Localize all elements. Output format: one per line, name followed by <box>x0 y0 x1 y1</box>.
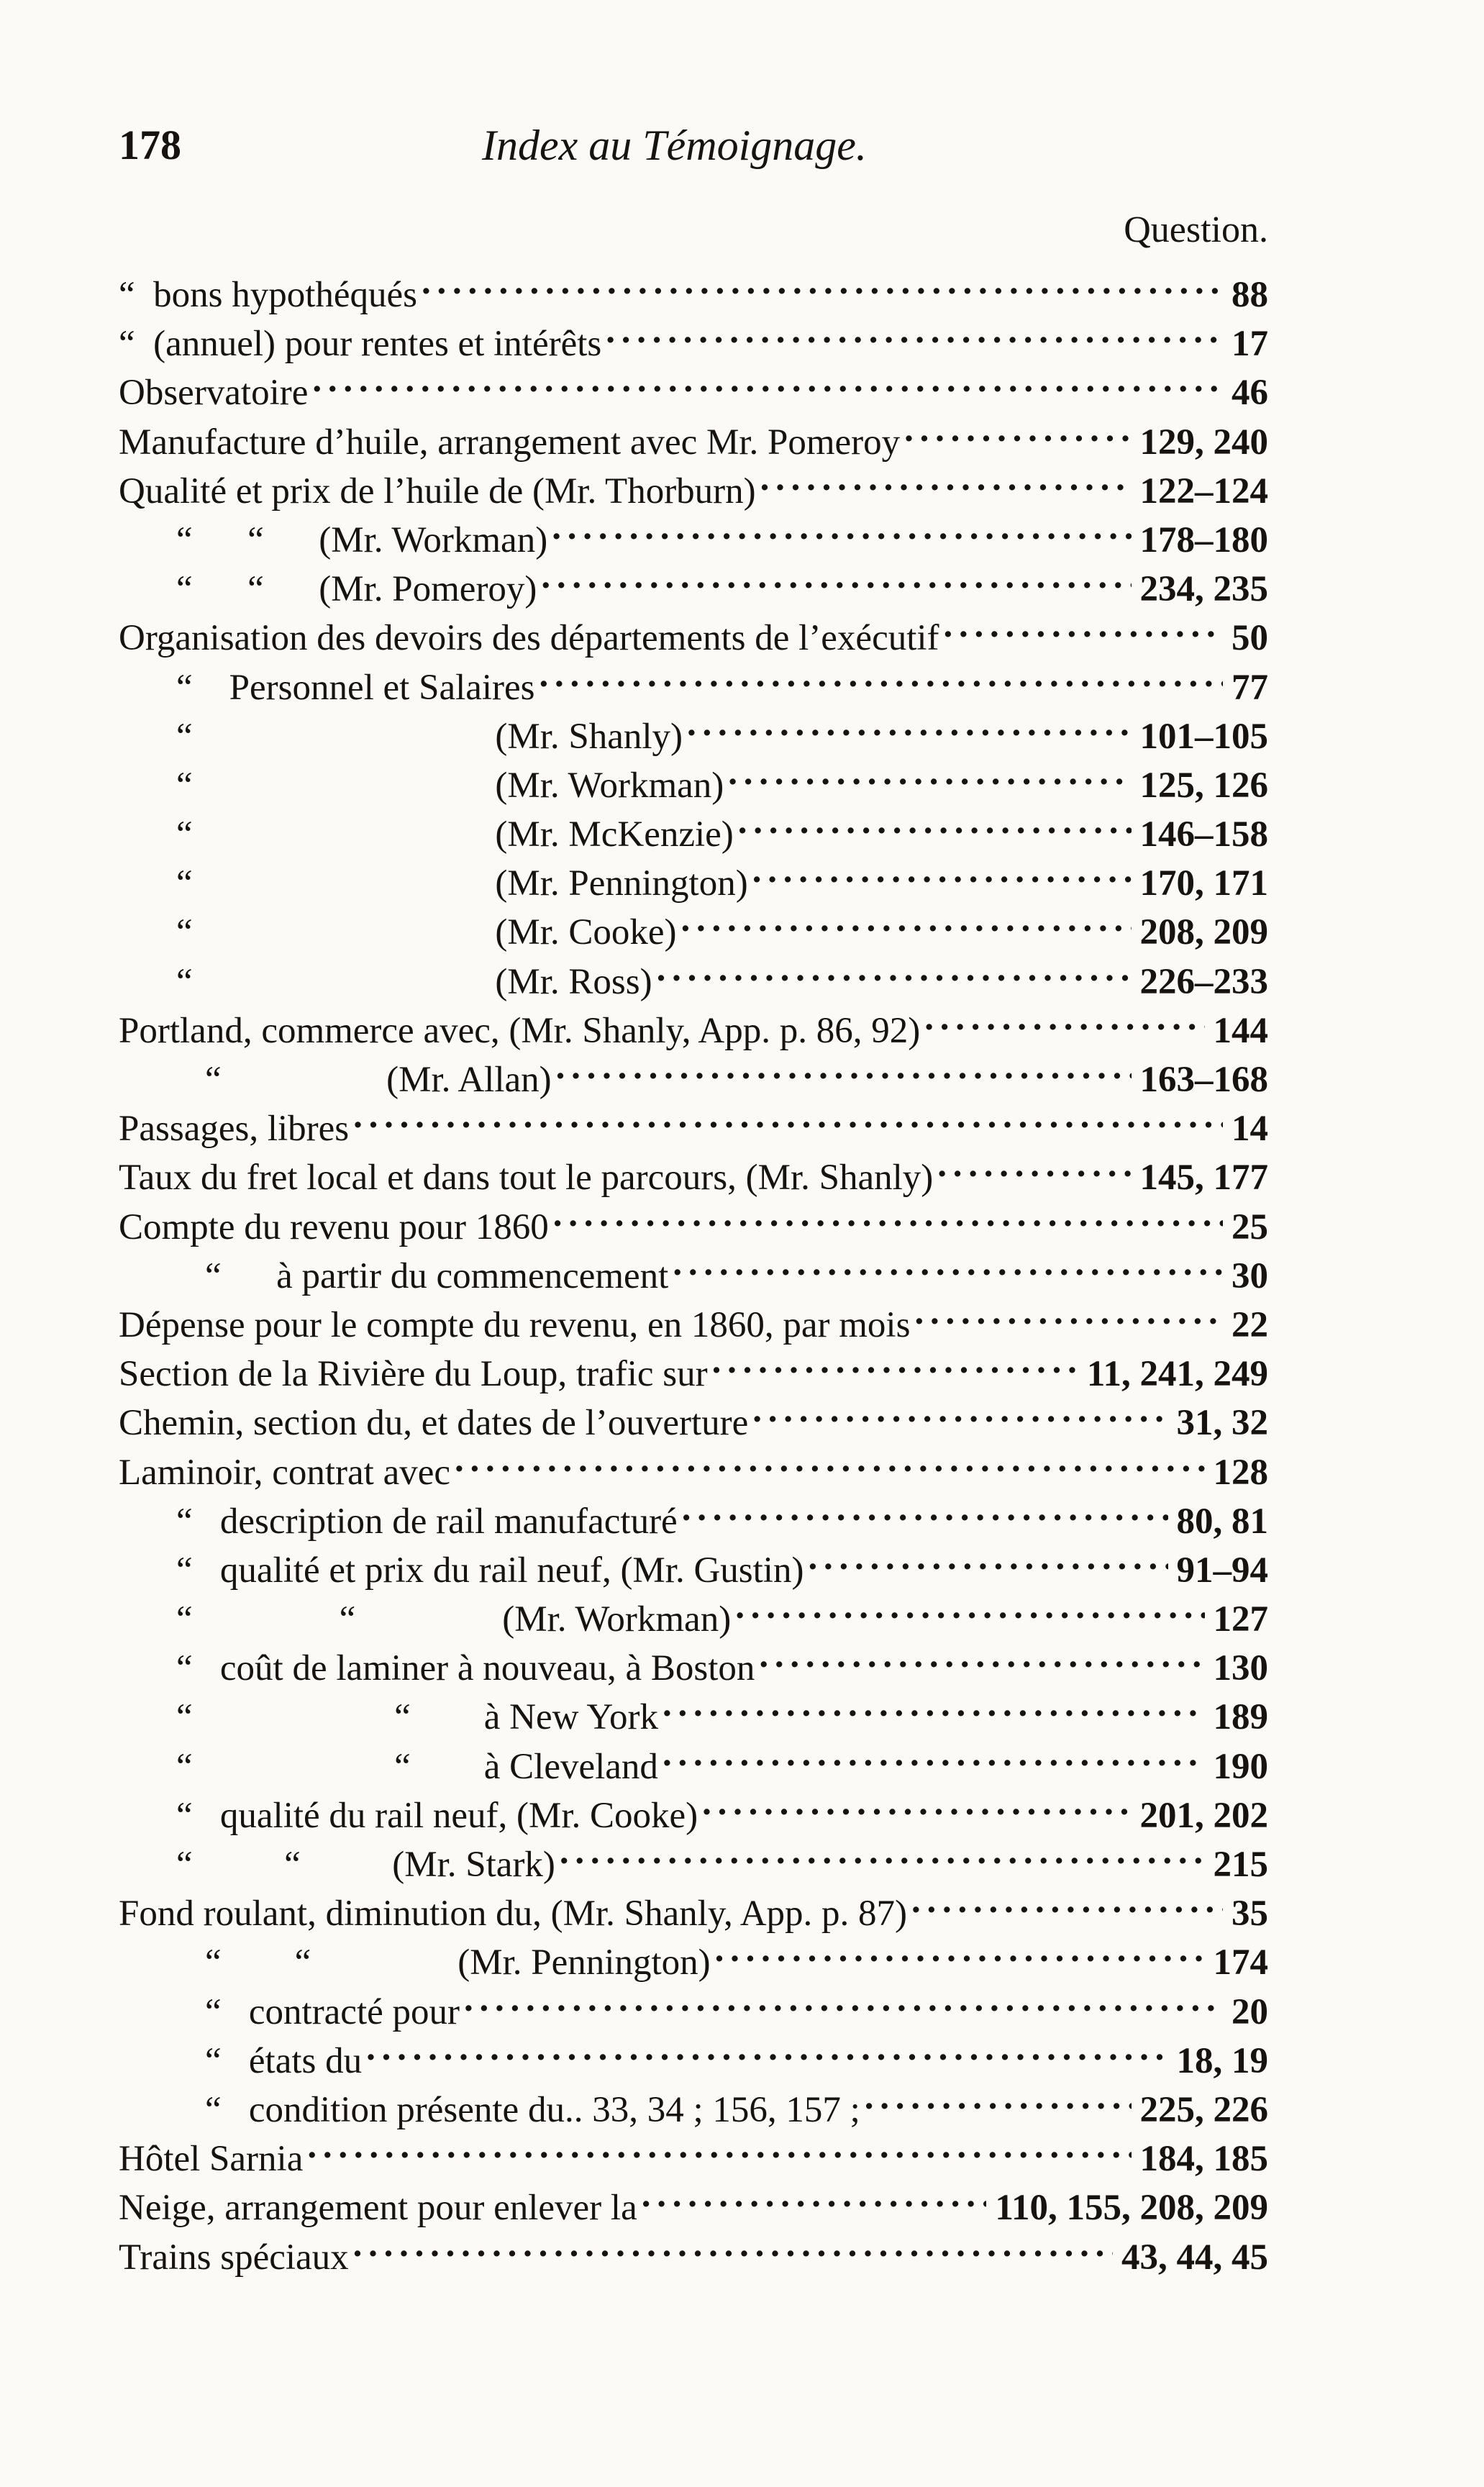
index-entry-text: “ (Mr. Cooke) <box>176 912 677 953</box>
index-entry-text: “ “ (Mr. Pennington) <box>205 1942 711 1983</box>
dot-leader <box>307 2122 1131 2170</box>
dot-leader <box>366 2024 1167 2073</box>
index-entry <box>119 1582 1268 1640</box>
dot-leader <box>540 650 1223 699</box>
index-entry-text: “ (annuel) pour rentes et intérêts <box>119 324 602 365</box>
index-entry-refs: 174 <box>1213 1942 1268 1983</box>
index-entry-refs: 208, 209 <box>1139 912 1268 953</box>
dot-leader <box>681 895 1132 944</box>
index-entry <box>119 306 1268 365</box>
index-entry-text: Observatoire <box>119 373 309 414</box>
index-entry <box>119 454 1268 512</box>
index-entry-refs: 125, 126 <box>1139 765 1268 806</box>
dot-leader <box>682 1484 1168 1533</box>
index-entry-refs: 17 <box>1232 324 1268 365</box>
index-entry-refs: 77 <box>1232 667 1268 708</box>
index-entry-refs: 146–158 <box>1139 814 1268 855</box>
index-entry <box>119 1729 1268 1787</box>
index-entry-refs: 145, 177 <box>1139 1158 1268 1199</box>
index-entry-text: “ (Mr. Ross) <box>176 961 652 1002</box>
dot-leader <box>914 1288 1223 1337</box>
index-entry-refs: 129, 240 <box>1139 422 1268 463</box>
index-entry <box>119 1778 1268 1836</box>
index-entry <box>119 1827 1268 1885</box>
dot-leader <box>924 994 1204 1042</box>
index-entry-text: Manufacture d’huile, arrangement avec Mr. Pomeroy <box>119 422 901 463</box>
index-entry <box>119 2122 1268 2180</box>
dot-leader <box>715 1925 1205 1974</box>
index-entry <box>119 1091 1268 1150</box>
dot-leader <box>353 1091 1223 1140</box>
index-list <box>119 258 1268 2278</box>
dot-leader <box>422 258 1223 306</box>
dot-leader <box>556 1042 1132 1091</box>
index-entry <box>119 797 1268 855</box>
index-entry-text: Passages, libres <box>119 1109 350 1150</box>
index-entry-text: “ “ (Mr. Workman) <box>176 519 548 560</box>
running-title: Index au Témoignage. <box>482 122 867 169</box>
index-entry-refs: 43, 44, 45 <box>1121 2237 1268 2278</box>
dot-leader <box>464 1975 1223 2024</box>
dot-leader <box>606 306 1223 355</box>
index-entry-refs: 35 <box>1232 1893 1268 1934</box>
index-entry-text: “ “ à New York <box>176 1697 659 1738</box>
dot-leader <box>455 1435 1205 1484</box>
dot-leader <box>312 355 1223 404</box>
index-entry-text: “ à partir du commencement <box>205 1255 669 1296</box>
index-entry <box>119 2170 1268 2229</box>
index-entry <box>119 1042 1268 1100</box>
index-entry-refs: 189 <box>1213 1697 1268 1738</box>
index-entry-refs: 170, 171 <box>1139 863 1268 904</box>
index-entry-refs: 184, 185 <box>1139 2139 1268 2180</box>
index-entry-text: Portland, commerce avec, (Mr. Shanly, App. p. 86, 92) <box>119 1010 921 1051</box>
dot-leader <box>728 748 1131 797</box>
dot-leader <box>944 601 1223 650</box>
dot-leader <box>553 1190 1223 1239</box>
index-entry-refs: 91–94 <box>1176 1550 1268 1591</box>
index-entry <box>119 552 1268 610</box>
index-entry <box>119 503 1268 560</box>
page-header <box>119 121 1262 186</box>
dot-leader <box>911 1876 1223 1925</box>
index-entry <box>119 1975 1268 2032</box>
index-entry-text: “ qualité du rail neuf, (Mr. Cooke) <box>176 1795 698 1836</box>
index-entry <box>119 895 1268 953</box>
index-entry-text: “ états du <box>205 2040 363 2081</box>
index-entry-refs: 101–105 <box>1139 716 1268 757</box>
index-entry-refs: 22 <box>1232 1304 1268 1345</box>
index-entry-refs: 144 <box>1213 1010 1268 1051</box>
index-entry-text: “ description de rail manufacturé <box>176 1501 678 1542</box>
dot-leader <box>657 945 1132 994</box>
index-entry-text: Laminoir, contrat avec <box>119 1452 450 1493</box>
index-entry <box>119 1288 1268 1345</box>
index-entry-text: “ bons hypothéqués <box>119 275 418 315</box>
index-entry <box>119 846 1268 904</box>
index-entry-text: “ coût de laminer à nouveau, à Boston <box>176 1648 755 1689</box>
index-entry-text: Chemin, section du, et dates de l’ouverture <box>119 1403 749 1444</box>
index-entry-text: “ condition présente du.. 33, 34 ; 156, 157 ; <box>205 2089 860 2130</box>
index-entry <box>119 2220 1268 2278</box>
index-entry-refs: 46 <box>1232 373 1268 414</box>
index-entry <box>119 1239 1268 1296</box>
index-entry <box>119 1140 1268 1199</box>
index-entry <box>119 1435 1268 1493</box>
dot-leader <box>735 1582 1204 1631</box>
index-entry-refs: 14 <box>1232 1109 1268 1150</box>
index-entry <box>119 1190 1268 1247</box>
index-entry-refs: 178–180 <box>1139 519 1268 560</box>
dot-leader <box>552 503 1131 552</box>
index-entry <box>119 699 1268 757</box>
index-entry-refs: 215 <box>1213 1845 1268 1885</box>
dot-leader <box>560 1827 1205 1876</box>
index-entry-refs: 234, 235 <box>1139 569 1268 610</box>
index-entry-text: “ (Mr. Allan) <box>205 1060 552 1100</box>
index-entry <box>119 405 1268 463</box>
index-entry <box>119 650 1268 708</box>
dot-leader <box>687 699 1131 748</box>
index-entry <box>119 945 1268 1002</box>
index-entry <box>119 1876 1268 1934</box>
index-entry-text: “ (Mr. Shanly) <box>176 716 683 757</box>
dot-leader <box>937 1140 1131 1189</box>
index-entry-text: Fond roulant, diminution du, (Mr. Shanly, App. p. 87) <box>119 1893 908 1934</box>
dot-leader <box>752 846 1132 895</box>
index-entry-text: “ “ (Mr. Workman) <box>176 1599 732 1640</box>
index-entry-text: “ “ à Cleveland <box>176 1746 658 1787</box>
index-entry-refs: 130 <box>1213 1648 1268 1689</box>
dot-leader <box>541 552 1131 601</box>
index-entry <box>119 1680 1268 1738</box>
index-entry-text: “ (Mr. Pennington) <box>176 863 748 904</box>
dot-leader <box>759 1631 1204 1680</box>
index-entry-text: Trains spéciaux <box>119 2237 349 2278</box>
index-entry-refs: 31, 32 <box>1176 1403 1268 1444</box>
index-entry-text: Hôtel Sarnia <box>119 2139 304 2180</box>
index-entry-text: Neige, arrangement pour enlever la <box>119 2188 637 2229</box>
index-entry <box>119 2024 1268 2081</box>
index-entry-refs: 226–233 <box>1139 961 1268 1002</box>
index-entry <box>119 258 1268 315</box>
index-entry-refs: 190 <box>1213 1746 1268 1787</box>
index-entry-text: “ (Mr. Workman) <box>176 765 724 806</box>
index-entry-text: “ Personnel et Salaires <box>176 667 535 708</box>
index-entry <box>119 994 1268 1051</box>
index-entry-refs: 128 <box>1213 1452 1268 1493</box>
index-entry-refs: 88 <box>1232 275 1268 315</box>
index-entry <box>119 1337 1268 1395</box>
index-entry-text: “ qualité et prix du rail neuf, (Mr. Gustin) <box>176 1550 804 1591</box>
index-entry-refs: 18, 19 <box>1176 2040 1268 2081</box>
index-entry-refs: 110, 155, 208, 209 <box>995 2188 1268 2229</box>
dot-leader <box>642 2170 987 2219</box>
index-entry-refs: 163–168 <box>1139 1060 1268 1100</box>
index-entry-refs: 30 <box>1232 1255 1268 1296</box>
index-entry-text: Dépense pour le compte du revenu, en 1860, par mois <box>119 1304 911 1345</box>
index-entry-text: “ “ (Mr. Stark) <box>176 1845 555 1885</box>
dot-leader <box>738 797 1132 846</box>
index-entry-refs: 122–124 <box>1139 470 1268 512</box>
index-entry-refs: 225, 226 <box>1139 2089 1268 2130</box>
index-entry-text: Section de la Rivière du Loup, trafic sur <box>119 1354 708 1395</box>
index-entry <box>119 1631 1268 1689</box>
index-entry-text: Taux du fret local et dans tout le parcours, (Mr. Shanly) <box>119 1158 934 1199</box>
index-entry-refs: 80, 81 <box>1176 1501 1268 1542</box>
dot-leader <box>808 1533 1167 1582</box>
dot-leader <box>353 2220 1113 2269</box>
dot-leader <box>673 1239 1223 1288</box>
index-entry <box>119 748 1268 806</box>
index-entry-refs: 11, 241, 249 <box>1086 1354 1268 1395</box>
index-entry <box>119 601 1268 659</box>
dot-leader <box>702 1778 1131 1827</box>
index-entry <box>119 355 1268 414</box>
dot-leader <box>760 454 1132 503</box>
index-entry-text: “ “ (Mr. Pomeroy) <box>176 569 537 610</box>
index-entry-text: Compte du revenu pour 1860 <box>119 1206 549 1247</box>
dot-leader <box>752 1386 1167 1435</box>
index-entry <box>119 1533 1268 1591</box>
dot-leader <box>865 2073 1132 2122</box>
dot-leader <box>712 1337 1078 1386</box>
question-column-label: Question. <box>1124 209 1268 250</box>
index-entry-refs: 20 <box>1232 1991 1268 2032</box>
index-entry <box>119 1386 1268 1444</box>
index-entry-text: “ (Mr. McKenzie) <box>176 814 734 855</box>
index-entry-refs: 127 <box>1213 1599 1268 1640</box>
index-entry <box>119 2073 1268 2130</box>
index-entry-refs: 25 <box>1232 1206 1268 1247</box>
index-entry-text: Qualité et prix de l’huile de (Mr. Thorburn) <box>119 470 756 512</box>
dot-leader <box>904 405 1131 454</box>
index-entry-text: Organisation des devoirs des départements de l’exécutif <box>119 618 939 659</box>
dot-leader <box>663 1729 1205 1778</box>
index-entry <box>119 1925 1268 1983</box>
dot-leader <box>663 1680 1204 1729</box>
index-entry-refs: 201, 202 <box>1139 1795 1268 1836</box>
page-number: 178 <box>119 122 181 168</box>
index-entry-text: “ contracté pour <box>205 1991 460 2032</box>
index-entry-refs: 50 <box>1232 618 1268 659</box>
index-entry <box>119 1484 1268 1542</box>
